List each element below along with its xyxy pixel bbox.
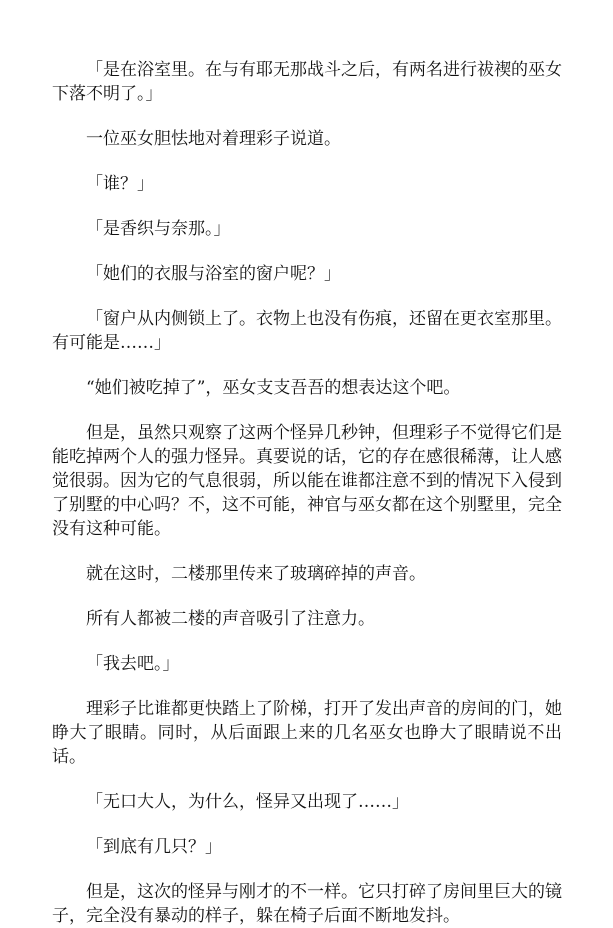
document-page [52,58,562,928]
paragraph-1: 「是在浴室里。在与有耶无那战斗之后，有两名进行祓禊的巫女下落不明了。」 [52,60,562,104]
paragraph-9: 就在这时，二楼那里传来了玻璃碎掉的声音。 [86,564,426,584]
paragraph-5: 「她们的衣服与浴室的窗户呢？」 [86,264,341,284]
paragraph-11: 「我去吧。」 [86,654,180,674]
paragraph-15: 但是，这次的怪异与刚才的不一样。它只打碎了房间里巨大的镜子，完全没有暴动的样子，躲在椅子后面不断地发抖。 [52,882,562,926]
paragraph-12: 理彩子比谁都更快踏上了阶梯，打开了发出声音的房间的门，她睁大了眼睛。同时，从后面跟上来的几名巫女也睁大了眼睛说不出话。 [52,699,562,767]
paragraph-2: 一位巫女胆怯地对着理彩子说道。 [86,129,341,149]
paragraph-14: 「到底有几只？」 [86,837,222,857]
paragraph-8: 但是，虽然只观察了这两个怪异几秒钟，但理彩子不觉得它们是能吃掉两个人的强力怪异。真要说的话，它的存在感很稀薄，让人感觉很弱。因为它的气息很弱，所以能在谁都注意不到的情况下入侵到了别墅的中心吗？不，这不可能，神官与巫女都在这个别墅里，完全没有这种可能。 [52,423,562,539]
paragraph-10: 所有人都被二楼的声音吸引了注意力。 [86,609,375,629]
paragraph-6: 「窗户从内侧锁上了。衣物上也没有伤痕，还留在更衣室那里。有可能是……」 [52,309,562,353]
paragraph-13: 「无口大人，为什么，怪异又出现了……」 [86,792,409,812]
paragraph-4: 「是香织与奈那。」 [86,219,231,239]
paragraph-7: “她们被吃掉了”，巫女支支吾吾的想表达这个吧。 [86,378,461,398]
paragraph-3: 「谁？」 [86,174,154,194]
